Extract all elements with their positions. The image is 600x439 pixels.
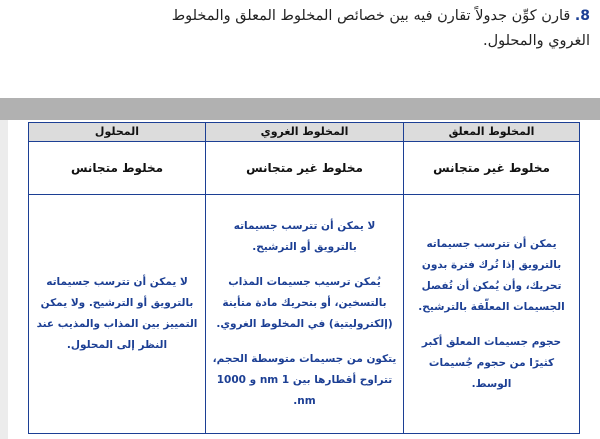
side-strip: [0, 120, 8, 439]
properties-suspension: [404, 195, 580, 434]
solution-settling-text: لا يمكن أن تترسب جسيماته بالترويق أو الترشيح. ولا يمكن التمييز بين المذاب والمذيب عند النظر إلى المحلول.: [36, 276, 198, 351]
colloid-precipitation-text: يُمكن ترسيب جسيمات المذاب بالتسخين، أو بتحريك مادة متأينة (إلكتروليتية) في المخلوط الغروي.: [216, 276, 393, 330]
suspension-settling-text: يمكن أن تترسب جسيماته بالترويق إذا تُرك فترة بدون تحريك، وأن يُمكن أن تُفصل الجسيمات المعلّقة بالترشيح.: [418, 237, 565, 313]
type-row: [29, 142, 580, 195]
question-line-2: الغروي والمحلول.: [482, 33, 590, 49]
colloid-settling-text: لا يمكن أن تترسب جسيماته بالترويق أو الترشيح.: [233, 220, 376, 253]
properties-colloid: [206, 195, 404, 434]
header-suspension: المخلوط المعلق: [404, 123, 580, 142]
question-number: 8.: [574, 8, 590, 24]
header-solution: المحلول: [29, 123, 206, 142]
header-colloid: المخلوط الغروي: [206, 123, 404, 142]
question-text: [10, 4, 590, 54]
comparison-table: [28, 122, 580, 434]
suspension-size-text: حجوم جسيمات المعلق أكبر كثيرًا من حجوم جُسيمات الوسط.: [421, 335, 562, 390]
type-colloid: مخلوط غير متجانس: [206, 142, 404, 195]
header-row: [29, 123, 580, 142]
type-solution: مخلوط متجانس: [29, 142, 206, 195]
properties-solution: [29, 195, 206, 434]
gray-band: [0, 98, 600, 120]
question-line-1: قارن كوِّن جدولاً تقارن فيه بين خصائص المخلوط المعلق والمخلوط: [171, 8, 571, 24]
colloid-size-text: يتكون من جسيمات متوسطة الحجم، تتراوح أقطارها بين 1 nm و 1000 nm.: [212, 353, 397, 407]
type-suspension: مخلوط غير متجانس: [404, 142, 580, 195]
properties-row: [29, 195, 580, 434]
